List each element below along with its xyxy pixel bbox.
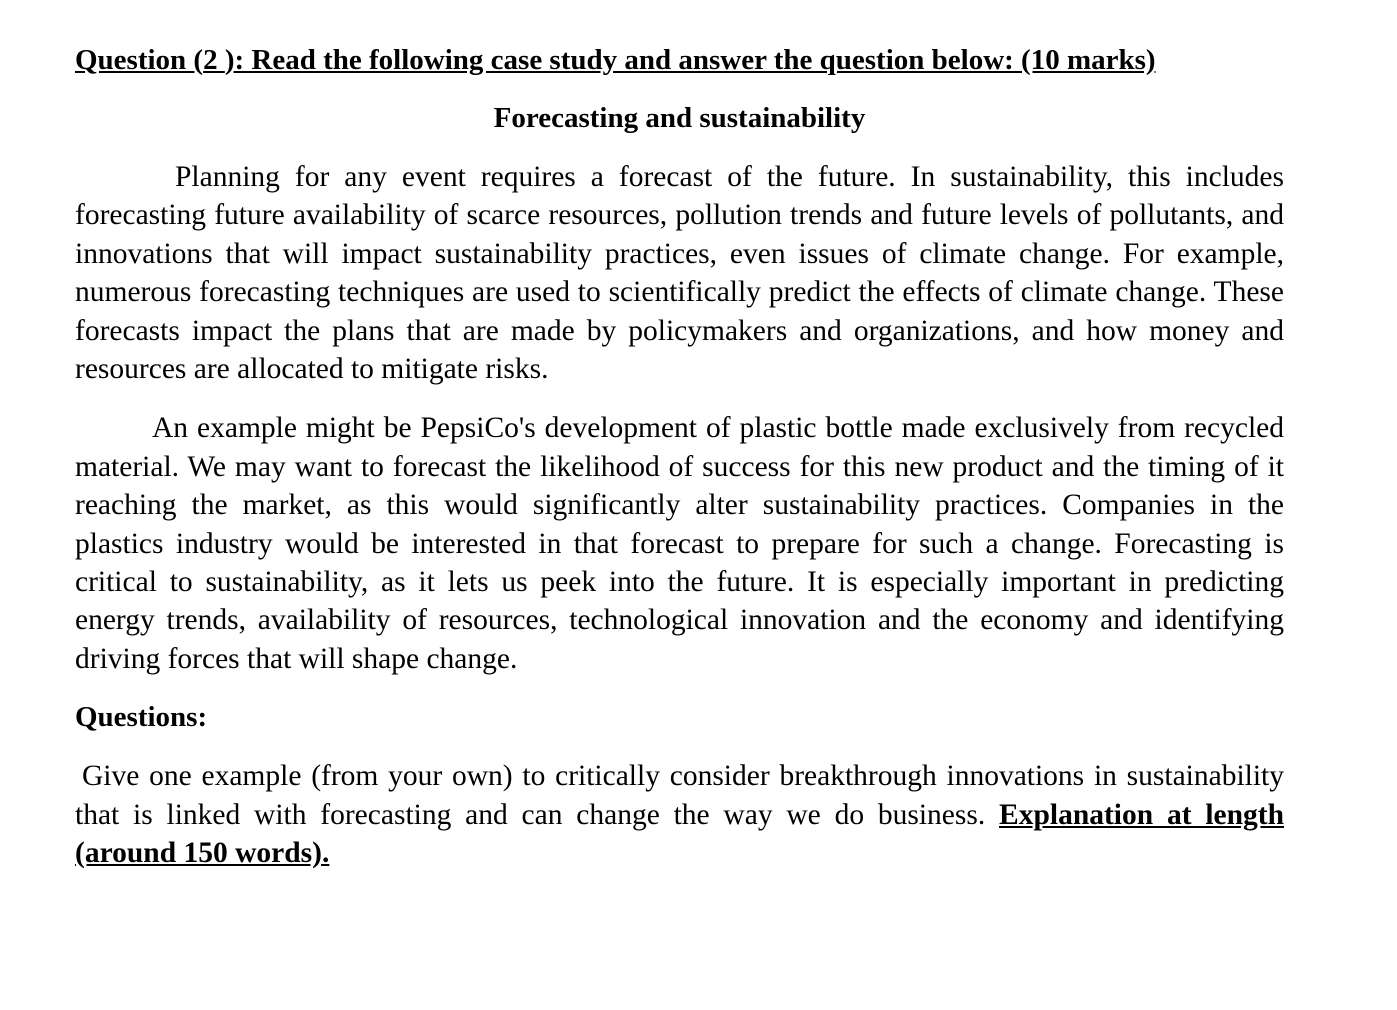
- paragraph-planning: Planning for any event requires a forecast of the future. In sustainability, this includes forecasting future availability of scarce resources, pollution trends and future levels of pollutants, and innovations that will impact sustainability practices, even issues of climate change. For example, numerous forecasting techniques are used to scientifically predict the effects of climate change. These forecasts impact the plans that are made by policymakers and organizations, and how money and resources are allocated to mitigate risks.: [75, 161, 1284, 386]
- paragraph-pepsico-example: An example might be PepsiCo's development of plastic bottle made exclusively from recycled material. We may want to forecast the likelihood of success for this new product and the timing of it reaching the market, as this would significantly alter sustainability practices. Companies in the plastics industry would be interested in that forecast to prepare for such a change. Forecasting is critical to sustainability, as it lets us peek into the future. It is especially important in predicting energy trends, availability of resources, technological innovation and the economy and identifying driving forces that will shape change.: [75, 412, 1284, 675]
- case-study-title: Forecasting and sustainability: [493, 102, 866, 134]
- question-prefix: Question (: [75, 44, 204, 76]
- question-prompt: [75, 757, 1284, 872]
- questions-label: Questions:: [75, 701, 208, 734]
- question-heading: [75, 42, 1284, 78]
- question-suffix: ): Read the following case study and answer the question below: (10 marks): [224, 44, 1156, 76]
- document-page: [75, 42, 1284, 873]
- answer-length-instruction: Explanation at length (around 150 words).: [75, 798, 1285, 870]
- question-number: 2: [203, 44, 225, 76]
- question-prompt-text: Give one example (from your own) to critically consider breakthrough innovations in sustainability that is linked with forecasting and can change the way we do business.: [75, 760, 1284, 831]
